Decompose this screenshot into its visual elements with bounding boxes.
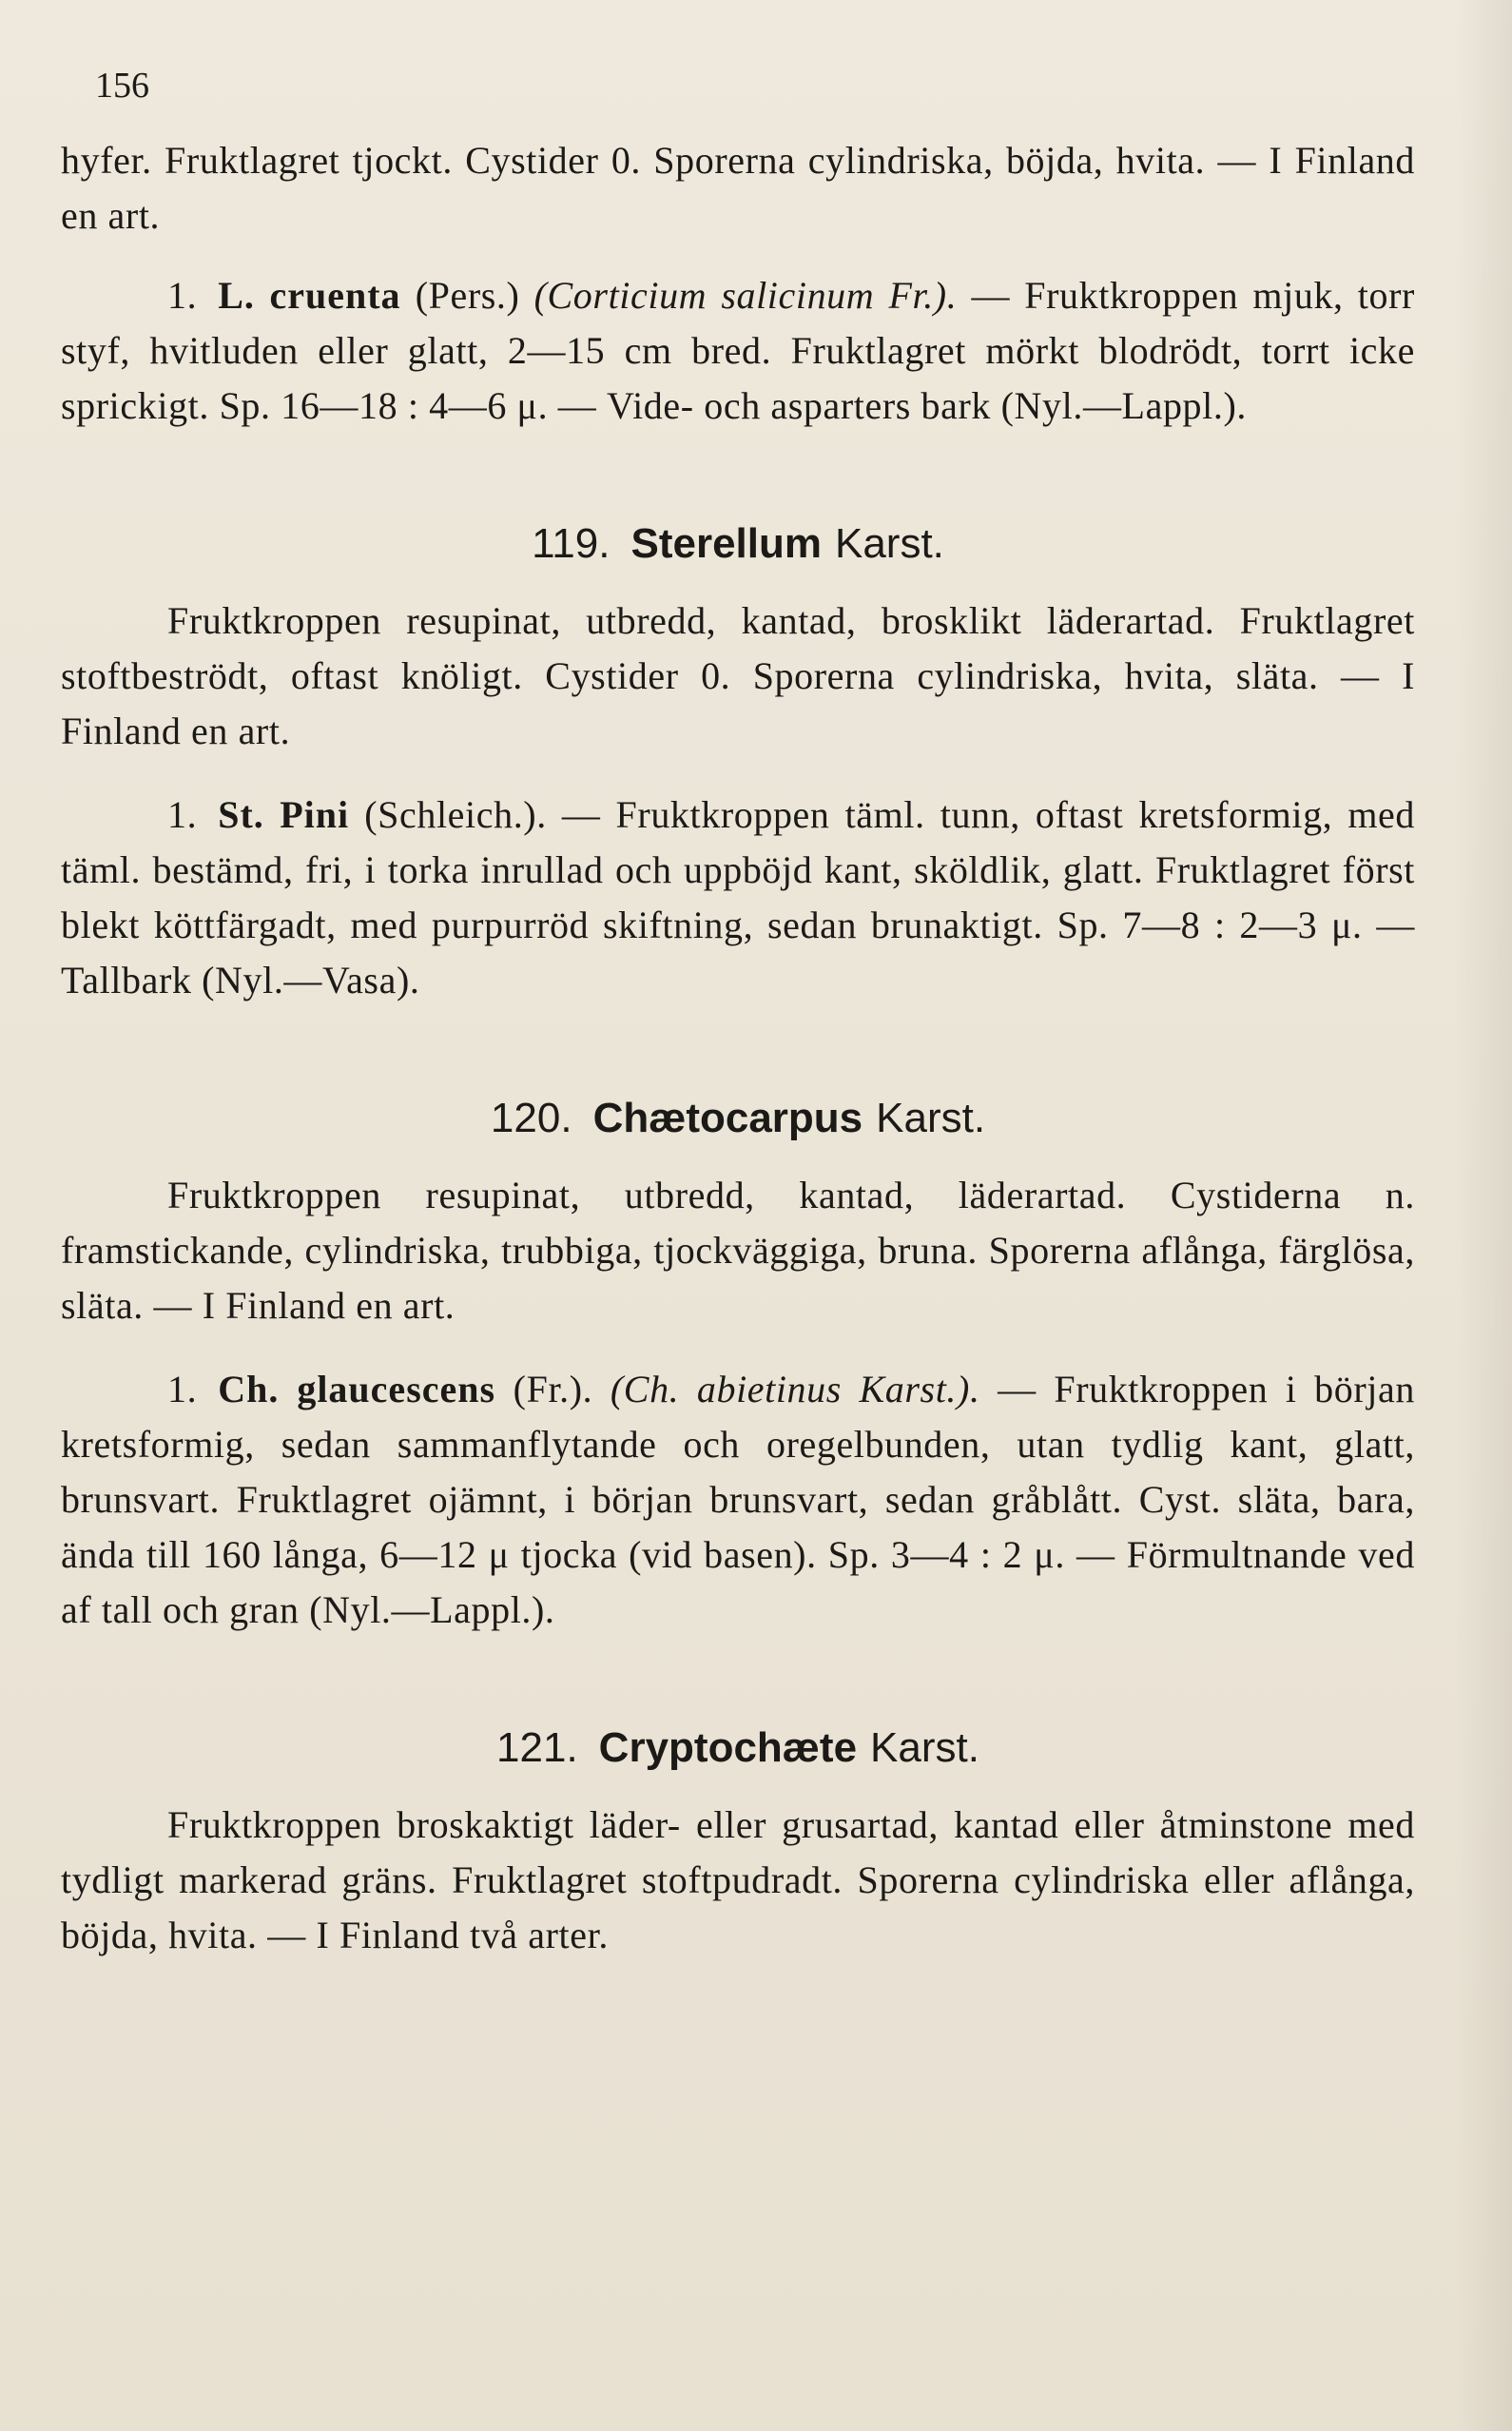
genus-description-120: Fruktkroppen resupinat, utbredd, kantad, läderartad. Cystiderna n. framstickande, cylindriska, trubbiga, tjockväggiga, bruna. Sporerna aflånga, färglösa, släta. — I Finland en art. [61,1174,1415,1327]
genus-heading-120 [61,1090,1415,1147]
species-author: (Pers.) [415,274,520,317]
genus-author: Karst. [834,520,944,567]
genus-name: Chætocarpus [592,1095,863,1141]
genus-number: 120. [490,1095,572,1141]
genus-number: 119. [532,520,611,567]
species-entry-pini [61,788,1415,1008]
species-number: 1. [167,274,198,317]
species-number: 1. [167,793,198,836]
species-author: (Fr.). [513,1368,593,1410]
species-description: — Fruktkroppen i början kretsformig, sedan sammanflytande och oregelbunden, utan tydlig kant, glatt, brunsvart. Fruktlagret ojämnt, i början brunsvart, sedan gråblått. Cyst. släta, bara, ända till 160 långa, 6—12 μ tjocka (vid basen). Sp. 3—4 : 2 μ. — Förmultnande ved af tall och gran (Nyl.—Lappl.). [61,1368,1415,1631]
genus-heading-119 [61,515,1415,573]
species-number: 1. [167,1368,198,1410]
species-synonym: (Corticium salicinum Fr.). [533,274,958,317]
species-name: L. cruenta [218,274,401,317]
genus-name: Cryptochæte [598,1724,858,1771]
species-name: Ch. glaucescens [218,1368,496,1410]
genus-description-121: Fruktkroppen broskaktigt läder- eller grusartad, kantad eller åtminstone med tydligt markerad gräns. Fruktlagret stoftpudradt. Sporerna cylindriska eller aflånga, böjda, hvita. — I Finland två arter. [61,1803,1415,1956]
species-description: — Fruktkroppen mjuk, torr styf, hvitluden eller glatt, 2—15 cm bred. Fruktlagret mörkt blodrödt, torrt icke sprickigt. Sp. 16—18 : 4—6 μ. — Vide- och asparters bark (Nyl.—Lappl.). [61,274,1415,427]
genus-description-119: Fruktkroppen resupinat, utbredd, kantad, brosklikt läderartad. Fruktlagret stoftbeströdt, oftast knöligt. Cystider 0. Sporerna cylindriska, hvita, släta. — I Finland en art. [61,599,1415,752]
page-edge-shadow [1455,0,1512,2431]
genus-number: 121. [496,1724,578,1771]
genus-name: Sterellum [630,520,822,567]
page-number: 156 [95,66,149,106]
genus-description-continued: hyfer. Fruktlagret tjockt. Cystider 0. Sporerna cylindriska, böjda, hvita. — I Finland en art. [61,139,1415,237]
species-synonym: (Ch. abietinus Karst.). [610,1368,980,1410]
species-name: St. Pini [218,793,350,836]
genus-author: Karst. [870,1724,979,1771]
genus-author: Karst. [876,1095,986,1141]
genus-heading-121 [61,1720,1415,1777]
species-entry-glaucescens [61,1362,1415,1638]
species-description: — Fruktkroppen täml. tunn, oftast kretsformig, med täml. bestämd, fri, i torka inrullad och uppböjd kant, sköldlik, glatt. Fruktlagret först blekt köttfärgadt, med purpurröd skiftning, sedan brunaktigt. Sp. 7—8 : 2—3 μ. — Tallbark (Nyl.—Vasa). [61,793,1415,1002]
species-entry-cruenta [61,268,1415,434]
page-content [61,133,1415,1963]
species-author: (Schleich.). [364,793,547,836]
